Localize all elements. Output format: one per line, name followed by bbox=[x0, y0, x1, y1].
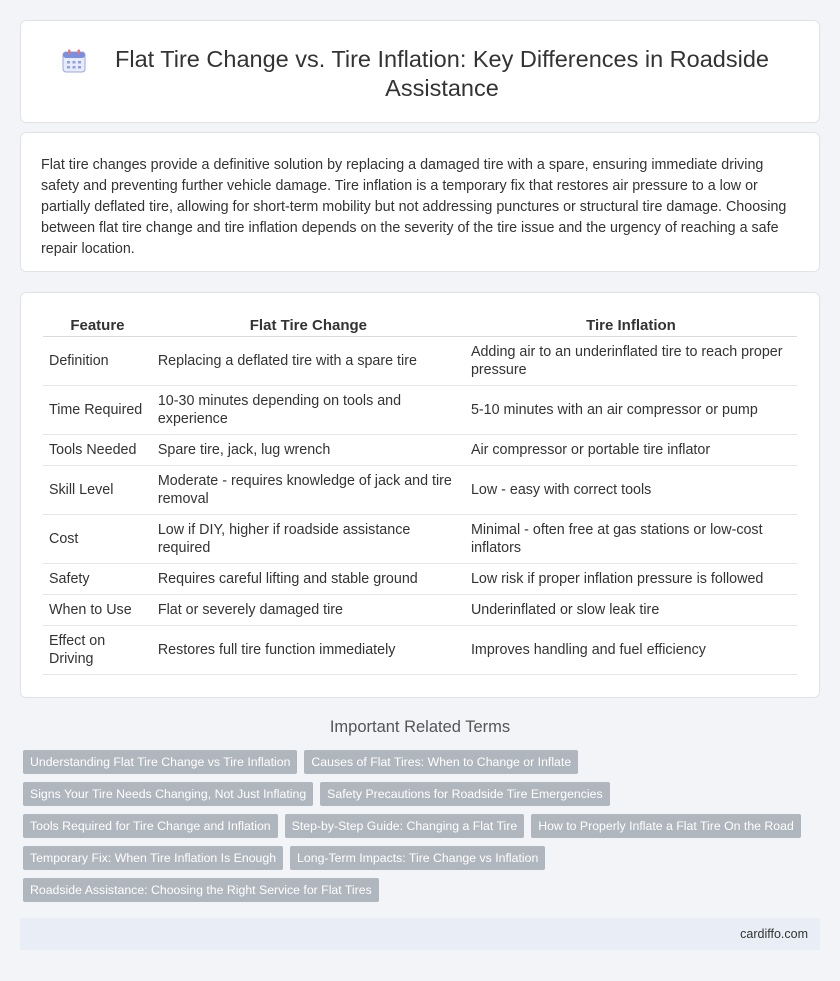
comparison-table bbox=[43, 315, 797, 675]
related-term-tag[interactable]: Step-by-Step Guide: Changing a Flat Tire bbox=[285, 814, 525, 838]
feature-cell: Effect on Driving bbox=[43, 626, 152, 675]
feature-cell: Safety bbox=[43, 564, 152, 595]
column-header-tire-inflation: Tire Inflation bbox=[465, 315, 797, 337]
flat-tire-change-cell: Low if DIY, higher if roadside assistance required bbox=[152, 515, 465, 564]
related-term-tag[interactable]: Long-Term Impacts: Tire Change vs Inflation bbox=[290, 846, 545, 870]
feature-cell: Cost bbox=[43, 515, 152, 564]
column-header-flat-tire-change: Flat Tire Change bbox=[152, 315, 465, 337]
feature-cell: Tools Needed bbox=[43, 435, 152, 466]
tire-inflation-cell: Low - easy with correct tools bbox=[465, 466, 797, 515]
table-row bbox=[43, 386, 797, 435]
tire-inflation-cell: 5-10 minutes with an air compressor or pump bbox=[465, 386, 797, 435]
header-card bbox=[20, 20, 820, 123]
tire-inflation-cell: Minimal - often free at gas stations or low-cost inflators bbox=[465, 515, 797, 564]
flat-tire-change-cell: Replacing a deflated tire with a spare tire bbox=[152, 337, 465, 386]
related-terms-title: Important Related Terms bbox=[329, 718, 511, 736]
flat-tire-change-cell: Flat or severely damaged tire bbox=[152, 595, 465, 626]
flat-tire-change-cell: 10-30 minutes depending on tools and experience bbox=[152, 386, 465, 435]
tire-inflation-cell: Improves handling and fuel efficiency bbox=[465, 626, 797, 675]
related-term-tag[interactable]: Temporary Fix: When Tire Inflation Is Enough bbox=[23, 846, 283, 870]
intro-paragraph: Flat tire changes provide a definitive solution by replacing a damaged tire with a spare, ensuring immediate driving safety and preventing further vehicle damage. Tire inflation is a temporary fix that restores air pressure to a low or partially deflated tire, allowing for short-term mobility but not addressing punctures or structural tire damage. Choosing between flat tire change and tire inflation depends on the severity of the tire issue and the urgency of reaching a safe repair location. bbox=[41, 157, 787, 257]
related-term-tag[interactable]: Tools Required for Tire Change and Inflation bbox=[23, 814, 278, 838]
column-header-feature: Feature bbox=[43, 315, 152, 337]
tire-inflation-cell: Low risk if proper inflation pressure is followed bbox=[465, 564, 797, 595]
tire-inflation-cell: Underinflated or slow leak tire bbox=[465, 595, 797, 626]
related-term-tag[interactable]: Safety Precautions for Roadside Tire Emergencies bbox=[320, 782, 609, 806]
related-term-tag[interactable]: How to Properly Inflate a Flat Tire On the Road bbox=[531, 814, 801, 838]
table-row bbox=[43, 626, 797, 675]
feature-cell: Skill Level bbox=[43, 466, 152, 515]
intro-card bbox=[20, 132, 820, 272]
feature-cell: When to Use bbox=[43, 595, 152, 626]
feature-cell: Definition bbox=[43, 337, 152, 386]
table-row bbox=[43, 595, 797, 626]
footer bbox=[20, 918, 820, 950]
table-row bbox=[43, 564, 797, 595]
related-term-tag[interactable]: Roadside Assistance: Choosing the Right Service for Flat Tires bbox=[23, 878, 379, 902]
calendar-icon bbox=[61, 48, 87, 74]
flat-tire-change-cell: Moderate - requires knowledge of jack and tire removal bbox=[152, 466, 465, 515]
related-term-tag[interactable]: Causes of Flat Tires: When to Change or Inflate bbox=[304, 750, 578, 774]
tire-inflation-cell: Adding air to an underinflated tire to reach proper pressure bbox=[465, 337, 797, 386]
related-term-tag[interactable]: Signs Your Tire Needs Changing, Not Just Inflating bbox=[23, 782, 313, 806]
table-header-row bbox=[43, 315, 797, 337]
related-term-tag[interactable]: Understanding Flat Tire Change vs Tire Inflation bbox=[23, 750, 297, 774]
table-row bbox=[43, 515, 797, 564]
tire-inflation-cell: Air compressor or portable tire inflator bbox=[465, 435, 797, 466]
table-row bbox=[43, 337, 797, 386]
flat-tire-change-cell: Restores full tire function immediately bbox=[152, 626, 465, 675]
page-title: Flat Tire Change vs. Tire Inflation: Key Differences in Roadside Assistance bbox=[115, 46, 769, 101]
table-row bbox=[43, 466, 797, 515]
flat-tire-change-cell: Spare tire, jack, lug wrench bbox=[152, 435, 465, 466]
table-row bbox=[43, 435, 797, 466]
feature-cell: Time Required bbox=[43, 386, 152, 435]
flat-tire-change-cell: Requires careful lifting and stable ground bbox=[152, 564, 465, 595]
comparison-table-card bbox=[20, 292, 820, 698]
related-terms-list bbox=[23, 750, 823, 902]
footer-site-link[interactable]: cardiffo.com bbox=[740, 927, 808, 941]
